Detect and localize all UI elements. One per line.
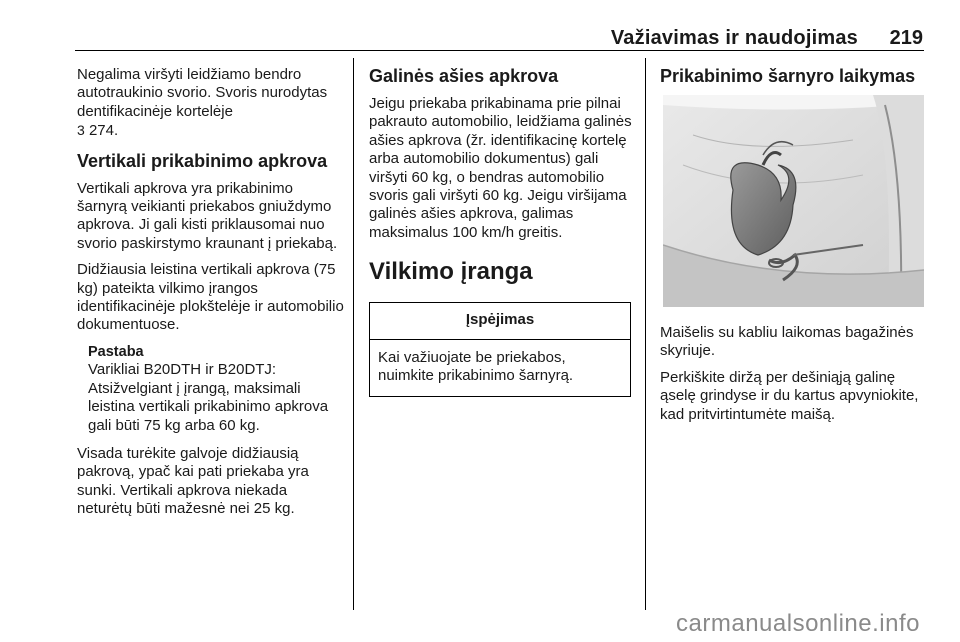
- header-rule: [75, 50, 924, 51]
- page-ref-link[interactable]: 274.: [88, 122, 119, 140]
- towbar-bag-image: [663, 95, 924, 307]
- column-3: [660, 66, 930, 432]
- heading-rear-axle-load: Galinės ašies apkrova: [369, 66, 559, 86]
- column-divider-1: [353, 58, 354, 610]
- paragraph-max-vertical-load: Didžiausia leistina vertikali apkrova (75 kg) pateikta vilkimo įrangos identifikacinėje plokštelėje ir automobilio dokumentuose.: [77, 261, 344, 334]
- paragraph-vertical-load: Vertikali apkrova yra prikabinimo šarnyrą veikianti priekabos gniuždymo apkrova. Ji gali kisti priklausomai nuo svorio paskirstymo kraunant į priekabą.: [77, 179, 338, 252]
- paragraph-rear-axle-load: Jeigu priekaba prikabinama prie pilnai pakrauto automobilio, leidžiama galinės ašies apkrova (žr. identifikacinę kortelę arba automobilio dokumentus) gali viršyti 60 kg, o bendras automobilio svoris gali viršyti 60 kg. Jeigu viršijama galinės ašies apkrova, galimas maksimalus 100 km/h greitis.: [369, 95, 632, 241]
- page-header-title: Važiavimas ir naudojimas: [610, 27, 858, 49]
- warning-text: Kai važiuojate be priekabos, nuimkite prikabinimo šarnyrą.: [378, 348, 574, 385]
- heading-towing-equipment: Vilkimo įranga: [369, 258, 533, 286]
- note-text: Atsižvelgiant į įrangą, maksimali leistina vertikali prikabinimo apkrova gali būti 75 kg arba 60 kg.: [88, 379, 329, 434]
- note-block: [77, 343, 345, 435]
- column-divider-2: [645, 58, 646, 610]
- paragraph-strap-instructions: Perkiškite diržą per dešiniąją galinę ąselę grindyse ir du kartus apvyniokite, kad pritvirtintumėte maišą.: [660, 368, 919, 423]
- heading-vertical-load: Vertikali prikabinimo apkrova: [77, 150, 328, 171]
- paragraph-bag-location: Maišelis su kabliu laikomas bagažinės skyriuje.: [660, 324, 914, 360]
- column-1: [77, 66, 345, 527]
- page-ref-arrow-icon: 3: [77, 122, 85, 139]
- column-2: [369, 66, 635, 397]
- paragraph-max-load-reminder: Visada turėkite galvoje didžiausią pakrovą, ypač kai pati priekaba yra sunki. Vertikali apkrova niekada neturėtų būti mažesnė nei 25 kg.: [77, 444, 309, 518]
- towbar-bag-illustration: [663, 95, 924, 307]
- heading-towbar-storage: Prikabinimo šarnyro laikymas: [660, 66, 916, 86]
- note-title: Pastaba: [88, 343, 144, 360]
- footer-watermark: carmanualsonline.info: [676, 610, 920, 637]
- warning-box: [369, 302, 631, 397]
- warning-title: Įspėjimas: [370, 303, 630, 339]
- page-number: 219: [889, 27, 923, 49]
- note-engines: Varikliai B20DTH ir B20DTJ:: [88, 361, 277, 379]
- paragraph-total-weight: Negalima viršyti leidžiamo bendro autotraukinio svorio. Svoris nurodytas dentifikacinėje kortelėje 3 274.: [77, 66, 328, 140]
